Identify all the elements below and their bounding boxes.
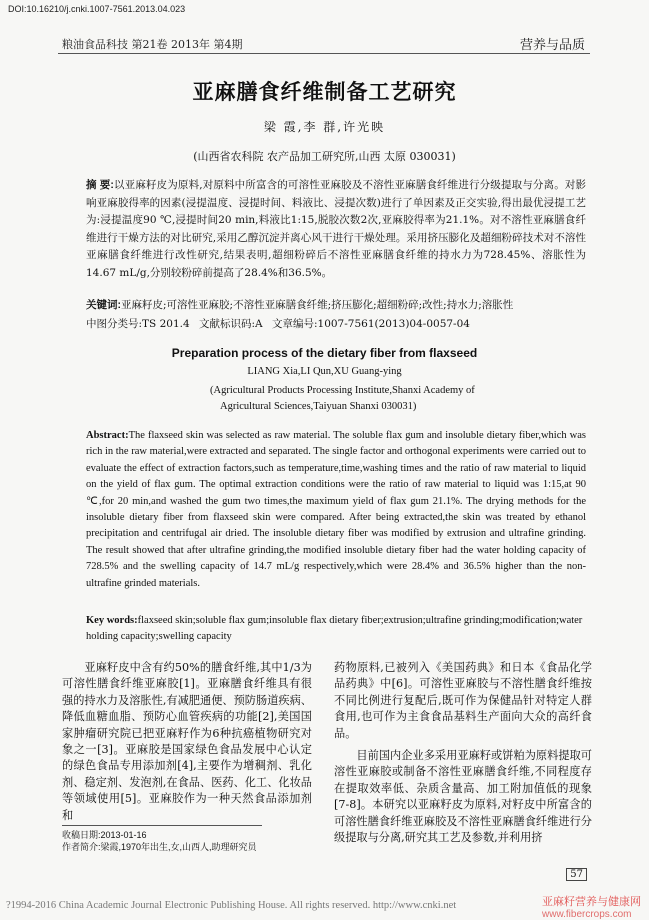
- english-affiliation-line-2: Agricultural Sciences,Taiyuan Shanxi 030031): [220, 401, 417, 412]
- doc-label: 文献标识码:: [198, 318, 256, 330]
- english-title: Preparation process of the dietary fiber from flaxseed: [171, 346, 478, 360]
- body-paragraph: 目前国内企业多采用亚麻籽或饼粕为原料提取可溶性亚麻胶或制备不溶性亚麻膳食纤维,不同程度存在提取效率低、杂质含量高、加工附加值低的现象[7-8]。本研究以亚麻籽皮为原料,对籽皮中所富含的可溶性膳食纤维亚麻胶及不溶性亚麻膳食纤维进行分级提取与分离,研究其工艺及参数,并利用挤: [334, 749, 592, 845]
- id-value: 1007-7561(2013)04-0057-04: [317, 318, 470, 330]
- keywords-en-text: flaxseed skin;soluble flax gum;insoluble flax dietary fiber;extrusion;ultrafine grinding;modification;water holding capacity;swelling capacity: [86, 615, 583, 642]
- body-right-column: [334, 660, 592, 846]
- body-paragraph: 亚麻籽皮中含有约50%的膳食纤维,其中1/3为可溶性膳食纤维亚麻胶[1]。亚麻膳食纤维具有很强的持水力及溶胀性,有减肥通便、预防肠道疾病、降低血糖血脂、预防心血管疾病的功能[2],美国国家肿瘤研究院已把亚麻籽作为6种抗癌植物研究对象之一[3]。亚麻胶是国家绿色食品发展中心认定的绿色食品专用添加剂[4],主要作为增稠剂、乳化剂、稳定剂、发泡剂,在食品、医药、化工、化妆品等领域使用[5]。亚麻胶作为一种天然食品添加剂和: [62, 661, 312, 822]
- paper-title: 亚麻膳食纤维制备工艺研究: [192, 79, 457, 104]
- keywords-cn-text: 亚麻籽皮;可溶性亚麻胶;不溶性亚麻膳食纤维;挤压膨化;超细粉碎;改性;持水力;溶胀性: [121, 299, 514, 311]
- footnote: [62, 829, 257, 853]
- footnote-received: 收稿日期:2013-01-16: [62, 830, 147, 840]
- abstract-en: [86, 428, 586, 592]
- abstract-en-text: The flaxseed skin was selected as raw material. The soluble flax gum and insoluble dietary fiber,which was rich in the raw material,were extracted and separated. The single factor and orthogonal experiments were carried out to evaluate the effect of extraction factors,such as temperature,time,washing times and the ratio of raw material to liquid on the yield of flax gum. The optimal extraction conditions were the ratio of raw material to liquid was 1:15,at 90 ℃,for 20 min,and washed the gum two times,the maximum yield of flax gum 21.1%. The drying methods for the insoluble dietary fiber from flaxseed skin were compared. After being extracted,the skin was treated by ethanol precipitation and centrifugal air dried. The insoluble dietary fiber was modified by extrusion and ultrafine grinding. The result showed that after ultrafine grinding,the modified insoluble dietary fiber had the water holding capacity of 728.5% and the swelling capacity of 14.7 mL/g respectively,which were 28.4% and 36.5% higher than the non-ultrafine grinded materials.: [86, 430, 586, 589]
- keywords-cn-label: 关键词:: [86, 299, 121, 311]
- clc-label: 中图分类号:: [86, 318, 143, 330]
- doi-line: DOI:10.16210/j.cnki.1007-7561.2013.04.023: [8, 4, 186, 14]
- watermark: [542, 893, 641, 920]
- affiliation: (山西省农科院 农产品加工研究所,山西 太原 030031): [193, 150, 456, 163]
- body-paragraph: 药物原料,已被列入《美国药典》和日本《食品化学品药典》中[6]。可溶性亚麻胶与不溶性膳食纤维按不同比例进行复配后,既可作为保健品针对特定人群食用,也可作为主食食品基料生产面向大众的高纤食品。: [334, 661, 592, 740]
- abstract-cn-text: 以亚麻籽皮为原料,对原料中所富含的可溶性亚麻胶及不溶性亚麻膳食纤维进行分级提取与分离。对影响亚麻胶得率的因素(浸提温度、浸提时间、料液比、浸提次数)进行了单因素及正交实验,得出最优浸提工艺为:浸提温度90 ℃,浸提时间20 min,料液比1:15,脱胶次数2次,亚麻胶得率为21.1%。对不溶性亚麻膳食纤维进行干燥方法的对比研究,采用乙醇沉淀并离心风干进行干燥处理。采用挤压膨化及超细粉碎技术对不溶性亚麻膳食纤维进行改性研究,结果表明,超细粉碎后不溶性亚麻膳食纤维的持水力为728.45%、溶胀性为14.67 mL/g,分别较粉碎前提高了28.4%和36.5%。: [86, 179, 586, 279]
- english-affiliation: [210, 383, 510, 415]
- keywords-cn: [86, 297, 586, 314]
- keywords-en: [86, 613, 586, 645]
- page-number: 57: [566, 868, 587, 881]
- journal-header: 粮油食品科技 第21卷 2013年 第4期: [62, 38, 243, 51]
- header-rule: [58, 53, 590, 54]
- copyright-line: ?1994-2016 China Academic Journal Electronic Publishing House. All rights reserved. http://www.cnki.net: [6, 900, 457, 911]
- doc-value: A: [255, 318, 263, 330]
- watermark-url: www.fibercrops.com: [542, 909, 632, 920]
- keywords-en-label: Key words:: [86, 615, 138, 626]
- section-header: 营养与品质: [519, 38, 585, 53]
- classification-line: [86, 316, 586, 333]
- clc-value: TS 201.4: [142, 318, 190, 330]
- abstract-en-label: Abstract:: [86, 430, 129, 441]
- body-left-column: [62, 660, 312, 824]
- watermark-text: 亚麻籽营养与健康网: [542, 896, 641, 908]
- english-authors: LIANG Xia,LI Qun,XU Guang-ying: [247, 366, 402, 377]
- english-affiliation-line-1: (Agricultural Products Processing Institute,Shanxi Academy of: [210, 385, 475, 396]
- footnote-author: 作者简介:梁霞,1970年出生,女,山西人,助理研究员: [62, 842, 257, 852]
- id-label: 文章编号:: [271, 318, 318, 330]
- authors: 梁 霞,李 群,许光映: [263, 120, 386, 134]
- footnote-rule: [62, 825, 262, 826]
- abstract-cn-label: 摘 要:: [86, 179, 114, 191]
- abstract-cn: [86, 177, 586, 282]
